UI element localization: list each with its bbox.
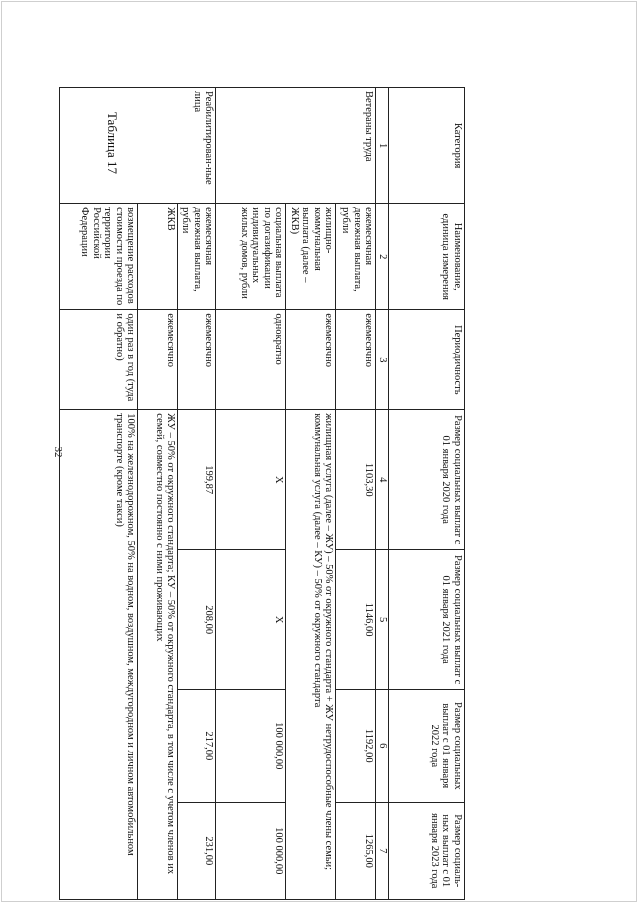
value-2021: Х <box>216 550 286 690</box>
header-name: Наименование, единица измерения <box>389 204 465 310</box>
row-period: ежемесячно <box>138 310 178 410</box>
row-period: ежемесячно <box>178 310 216 410</box>
value-2022: 1192,00 <box>336 690 376 802</box>
table-row <box>286 88 336 900</box>
value-2021: 208,00 <box>178 550 216 690</box>
table-title: Таблица 17 <box>105 111 120 175</box>
table-row <box>178 88 216 900</box>
table-row <box>138 88 178 900</box>
page-number: 32 <box>52 446 64 458</box>
row-name: ежемесячная денежная выплата, рубли <box>178 204 216 310</box>
row-note: жилищная услуга (далее – ЖУ) – 50% от окружного стандарта + ЖУ нетрудоспособные члены семьи; коммунальная услуга (далее – КУ) – 50% от окружного стандарта <box>286 410 336 900</box>
col-number-1: 1 <box>376 88 389 204</box>
category-rehabilitated: Реабилитирован-ные лица <box>60 88 216 204</box>
value-2023: 231,00 <box>178 802 216 899</box>
column-number-row <box>376 88 389 900</box>
row-period: один раз в год (туда и обратно) <box>60 310 138 410</box>
table-row <box>60 88 138 900</box>
header-2022: Размер социальных выплат с 01 января 2022 года <box>389 690 465 802</box>
row-period: ежемесячно <box>286 310 336 410</box>
header-2023: Размер социаль-ных выплат с 01 января 2023 года <box>389 802 465 899</box>
col-number-6: 6 <box>376 690 389 802</box>
value-2020: 1103,30 <box>336 410 376 550</box>
table-row <box>336 88 376 900</box>
row-name: ежемесячная денежная выплата, рубли <box>336 204 376 310</box>
row-note: ЖУ – 50% от окружного стандарта; КУ – 50% от окружного стандарта, в том числе с учетом членов их семей, совместно постоянно с ними проживающих <box>138 410 178 900</box>
header-2020: Размер социальных выплат с 01 января 2020 года <box>389 410 465 550</box>
header-periodicity: Периодичность <box>389 310 465 410</box>
col-number-7: 7 <box>376 802 389 899</box>
col-number-4: 4 <box>376 410 389 550</box>
row-period: однократно <box>216 310 286 410</box>
table-row <box>216 88 286 900</box>
value-2023: 1265,00 <box>336 802 376 899</box>
row-note: 100% на железнодорожном, 50% на водном, воздушном, междугородном и личном автомобильном транспорте (кроме такси) <box>60 410 138 900</box>
col-number-2: 2 <box>376 204 389 310</box>
row-name: возмещение расходов стоимости проезда по территории Российской Федерации <box>60 204 138 310</box>
header-row <box>389 88 465 900</box>
value-2020: Х <box>216 410 286 550</box>
row-period: ежемесячно <box>336 310 376 410</box>
category-veterans: Ветераны труда <box>216 88 376 204</box>
row-name: социальная выплата по догазификации индивидуальных жилых домов, рубли <box>216 204 286 310</box>
value-2020: 199,87 <box>178 410 216 550</box>
value-2021: 1146,00 <box>336 550 376 690</box>
row-name: ЖКВ <box>138 204 178 310</box>
social-payments-table <box>60 87 466 900</box>
col-number-3: 3 <box>376 310 389 410</box>
header-2021: Размер социальных выплат с 01 января 2021 года <box>389 550 465 690</box>
value-2023: 100 000,00 <box>216 802 286 899</box>
value-2022: 100 000,00 <box>216 690 286 802</box>
value-2022: 217,00 <box>178 690 216 802</box>
row-name: жилищно-коммунальная выплата (далее – ЖКВ) <box>286 204 336 310</box>
col-number-5: 5 <box>376 550 389 690</box>
header-category: Категория <box>389 88 465 204</box>
